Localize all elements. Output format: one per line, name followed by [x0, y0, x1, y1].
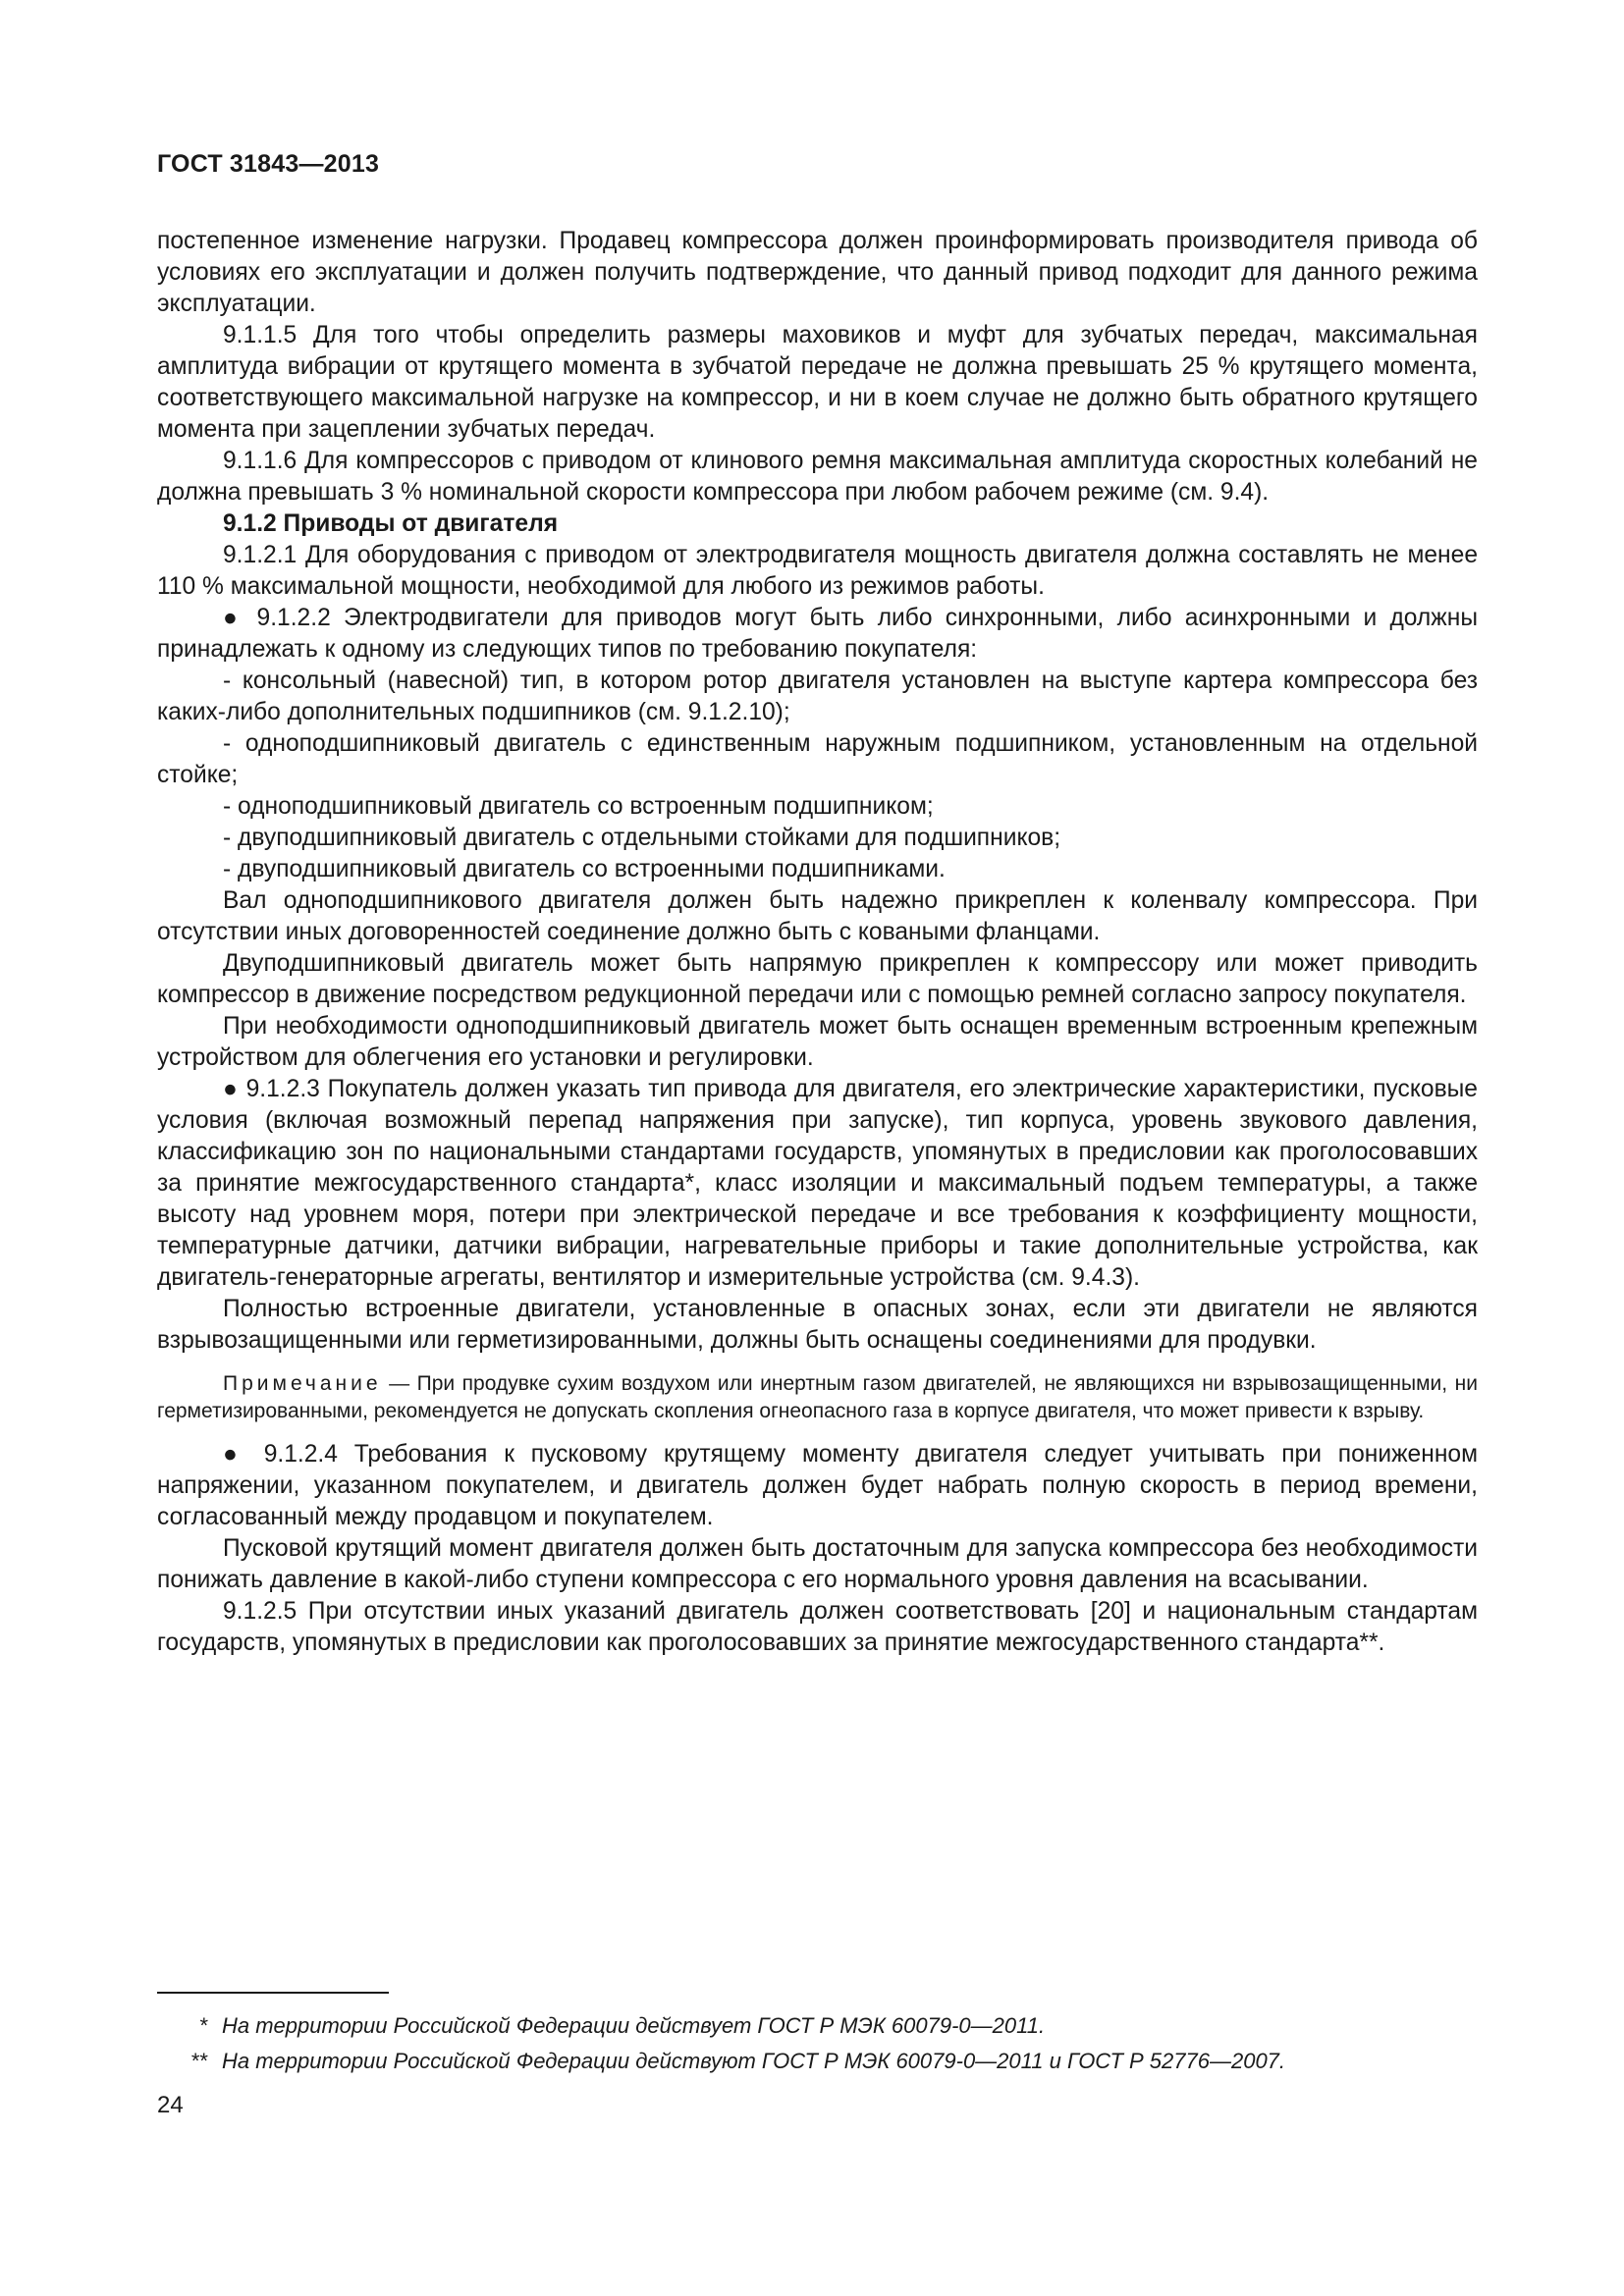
- paragraph: ● 9.1.2.2 Электродвигатели для приводов могут быть либо синхронными, либо асинхронными и должны принадлежать к одному из следующих типов по требованию покупателя:: [157, 605, 1478, 663]
- paragraph: 9.1.2.1 Для оборудования с приводом от электродвигателя мощность двигателя должна составлять не менее 110 % максимальной мощности, необходимой для любого из режимов работы.: [157, 542, 1478, 600]
- list-item: - консольный (навесной) тип, в котором ротор двигателя установлен на выступе картера компрессора без каких-либо дополнительных подшипников (см. 9.1.2.10);: [157, 667, 1478, 725]
- paragraph: 9.1.2.5 При отсутствии иных указаний двигатель должен соответствовать [20] и национальным стандартам государств, упомянутых в предисловии как проголосовавших за принятие межгосударственного стандарта**.: [157, 1598, 1478, 1656]
- paragraph: Вал одноподшипникового двигателя должен быть надежно прикреплен к коленвалу компрессора. При отсутствии иных договоренностей соединение должно быть с коваными фланцами.: [157, 887, 1478, 945]
- footnote-mark: *: [199, 2013, 208, 2038]
- paragraph: ● 9.1.2.4 Требования к пусковому крутящему моменту двигателя следует учитывать при пониженном напряжении, указанном покупателем, и двигатель должен будет набрать полную скорость в период времени, согласованный между продавцом и покупателем.: [157, 1441, 1478, 1530]
- list-item: - одноподшипниковый двигатель с единственным наружным подшипником, установленным на отдельной стойке;: [157, 730, 1478, 788]
- note: [157, 1370, 1478, 1425]
- list-item: - двуподшипниковый двигатель со встроенными подшипниками.: [223, 856, 946, 882]
- paragraph: При необходимости одноподшипниковый двигатель может быть оснащен временным встроенным крепежным устройством для облегчения его установки и регулировки.: [157, 1013, 1478, 1071]
- paragraph: постепенное изменение нагрузки. Продавец компрессора должен проинформировать производителя привода об условиях его эксплуатации и должен получить подтверждение, что данный привод подходит для данного режима эксплуатации.: [157, 228, 1478, 317]
- footnotes: [157, 2008, 1478, 2079]
- footnote-text: На территории Российской Федерации действует ГОСТ Р МЭК 60079-0—2011.: [222, 2013, 1046, 2038]
- body-text: [157, 226, 1478, 1659]
- paragraph: Полностью встроенные двигатели, установленные в опасных зонах, если эти двигатели не являются взрывозащищенными или герметизированными, должны быть оснащены соединениями для продувки.: [157, 1296, 1478, 1354]
- list-item: - двуподшипниковый двигатель с отдельными стойками для подшипников;: [223, 825, 1061, 851]
- paragraph: Двуподшипниковый двигатель может быть напрямую прикреплен к компрессору или может приводить компрессор в движение посредством редукционной передачи или с помощью ремней согласно запросу покупателя.: [157, 950, 1478, 1008]
- note-text: — При продувке сухим воздухом или инертным газом двигателей, не являющихся ни взрывозащищенными, ни герметизированными, рекомендуется не допускать скопления огнеопасного газа в корпусе двигателя, что может привести к взрыву.: [157, 1372, 1478, 1422]
- footnote-text: На территории Российской Федерации действуют ГОСТ Р МЭК 60079-0—2011 и ГОСТ Р 52776—2007.: [222, 2049, 1286, 2073]
- footnote-divider: [157, 1992, 389, 1994]
- footnote: [157, 2008, 1478, 2044]
- paragraph: ● 9.1.2.3 Покупатель должен указать тип привода для двигателя, его электрические характеристики, пусковые условия (включая возможный перепад напряжения при запуске), тип корпуса, уровень звукового давления, классификацию зон по национальными стандартами государств, упомянутых в предисловии как проголосовавших за принятие межгосударственного стандарта*, класс изоляции и максимальный подъем температуры, а также высоту над уровнем моря, потери при электрической передаче и все требования к коэффициенту мощности, температурные датчики, датчики вибрации, нагревательные приборы и такие дополнительные устройства, как двигатель-генераторные агрегаты, вентилятор и измерительные устройства (см. 9.4.3).: [157, 1076, 1478, 1291]
- section-heading: 9.1.2 Приводы от двигателя: [223, 510, 559, 537]
- page-number: 24: [157, 2092, 184, 2118]
- paragraph: 9.1.1.5 Для того чтобы определить размеры маховиков и муфт для зубчатых передач, максимальная амплитуда вибрации от крутящего момента в зубчатой передаче не должна превышать 25 % крутящего момента, соответствующего максимальной нагрузке на компрессор, и ни в коем случае не должно быть обратного крутящего момента при зацеплении зубчатых передач.: [157, 322, 1478, 443]
- footnote-mark: **: [190, 2049, 208, 2073]
- list-item: - одноподшипниковый двигатель со встроенным подшипником;: [223, 793, 934, 820]
- document-header: ГОСТ 31843—2013: [157, 150, 380, 178]
- paragraph: Пусковой крутящий момент двигателя должен быть достаточным для запуска компрессора без необходимости понижать давление в какой-либо ступени компрессора с его нормального уровня давления на всасывании.: [157, 1535, 1478, 1593]
- note-label: Примечание: [223, 1372, 382, 1395]
- footnote: [157, 2044, 1478, 2079]
- paragraph: 9.1.1.6 Для компрессоров с приводом от клинового ремня максимальная амплитуда скоростных колебаний не должна превышать 3 % номинальной скорости компрессора при любом рабочем режиме (см. 9.4).: [157, 448, 1478, 506]
